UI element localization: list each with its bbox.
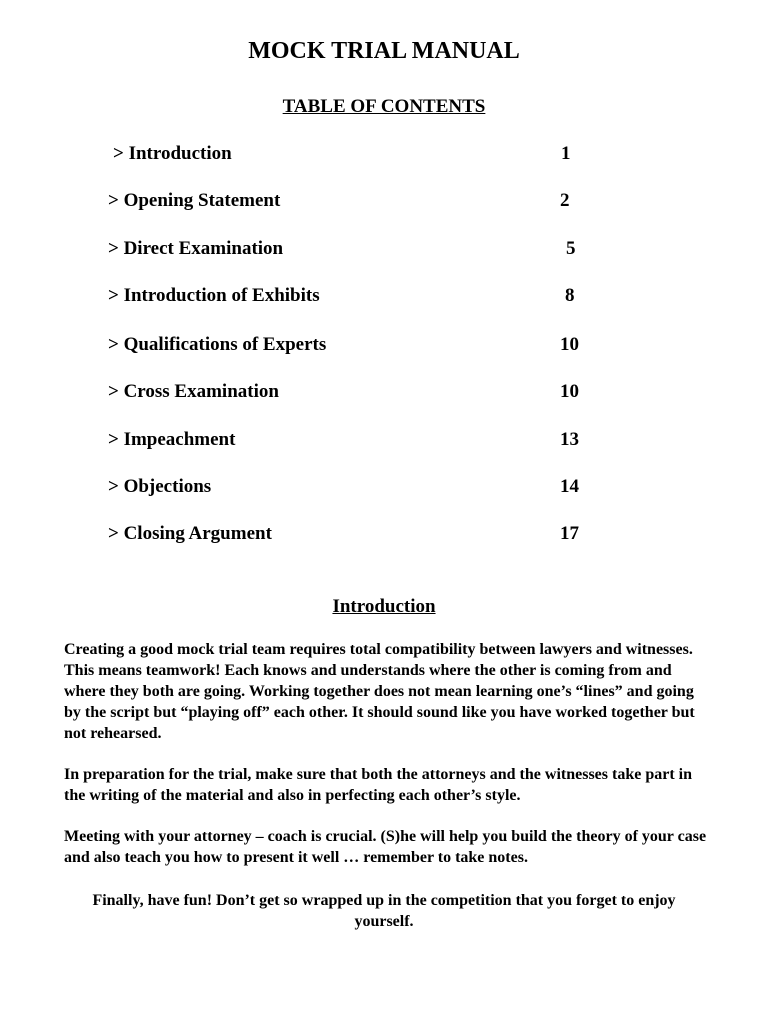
toc-entry-page: 5 — [566, 238, 576, 259]
toc-entry-label: > Introduction of Exhibits — [108, 285, 320, 306]
paragraph-preparation: In preparation for the trial, make sure that both the attorneys and the witnesses take part in the writing of the material and also in perfecting each other’s style. — [64, 766, 692, 804]
toc-entry-label: > Objections — [108, 476, 212, 497]
paragraph-attorney-coach: Meeting with your attorney – coach is crucial. (S)he will help you build the theory of your case and also teach you how to present it well … remember to take notes. — [64, 828, 707, 866]
toc-entry-page: 10 — [560, 334, 579, 355]
toc-heading: TABLE OF CONTENTS — [282, 96, 486, 117]
toc-entry-objections — [0, 474, 768, 500]
toc-entry-label: > Qualifications of Experts — [108, 334, 327, 355]
toc-entry-introduction — [0, 141, 768, 167]
toc-entry-page: 2 — [560, 190, 570, 211]
toc-entry-page: 14 — [560, 476, 579, 497]
toc-entry-page: 8 — [565, 285, 575, 306]
toc-entry-label: > Impeachment — [108, 429, 236, 450]
toc-entry-closing-argument — [0, 521, 768, 547]
toc-entry-label: > Direct Examination — [108, 238, 284, 259]
toc-entry-qualifications-of-experts — [0, 332, 768, 358]
toc-entry-page: 1 — [561, 143, 571, 164]
toc-entry-impeachment — [0, 427, 768, 453]
toc-entry-page: 17 — [560, 523, 579, 544]
toc-entry-page: 10 — [560, 381, 579, 402]
toc-entry-label: > Closing Argument — [108, 523, 272, 544]
paragraph-teamwork: Creating a good mock trial team requires total compatibility between lawyers and witnesses. This means teamwork! Each knows and understands where the other is coming from and where they both are going. Working together does not mean learning one’s “lines” and going by the script but “playing off” each other. It should sound like you have worked together but not rehearsed. — [64, 641, 695, 742]
toc-entry-introduction-of-exhibits — [0, 283, 768, 309]
paragraph-have-fun: Finally, have fun! Don’t get so wrapped up in the competition that you forget to enjoy yourself. — [92, 892, 676, 930]
document-title: MOCK TRIAL MANUAL — [248, 38, 520, 64]
toc-entry-cross-examination — [0, 379, 768, 405]
toc-entry-page: 13 — [560, 429, 579, 450]
toc-entry-label: > Opening Statement — [108, 190, 281, 211]
toc-entry-label: > Introduction — [113, 143, 232, 164]
toc-entry-direct-examination — [0, 236, 768, 262]
section-heading-introduction: Introduction — [332, 596, 436, 617]
toc-entry-label: > Cross Examination — [108, 381, 279, 402]
toc-entry-opening-statement — [0, 188, 768, 214]
